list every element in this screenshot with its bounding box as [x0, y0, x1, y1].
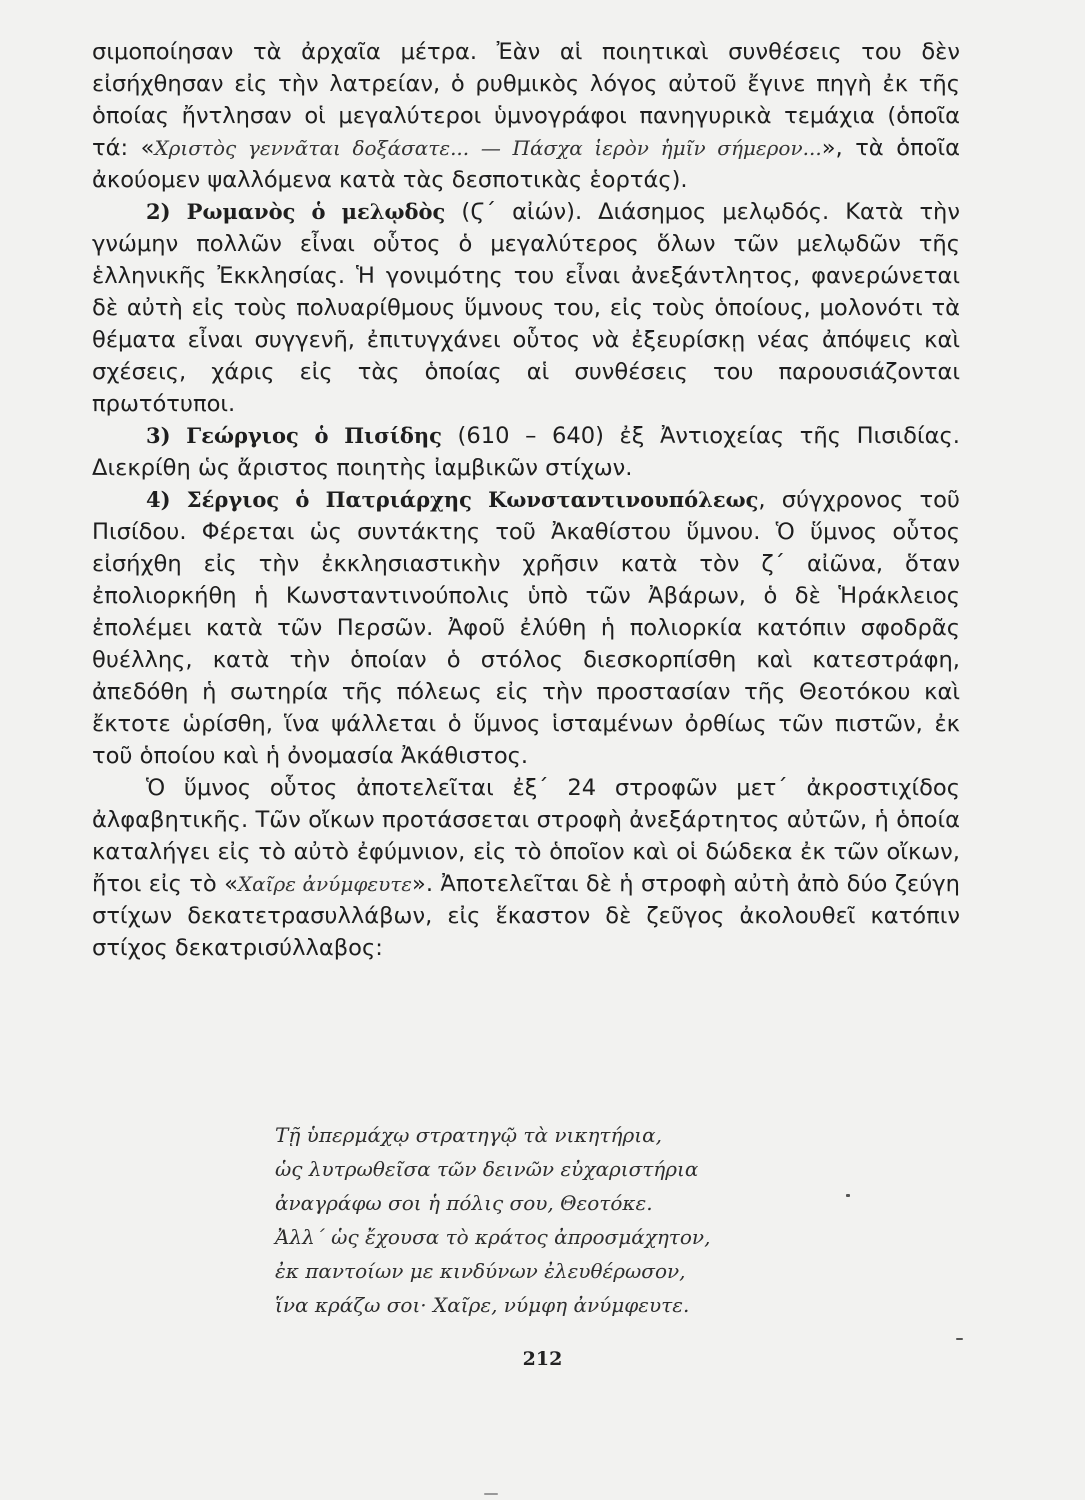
verse-line: Ἀλλ΄ ὡς ἔχουσα τὸ κράτος ἀπροσμάχητον, — [275, 1225, 711, 1249]
body-text — [92, 36, 960, 964]
heading-romanos: 2) Ρωμανὸς ὁ μελῳδὸς — [146, 199, 446, 224]
verse-line: Τῇ ὑπερμάχῳ στρατηγῷ τὰ νικητήρια, — [275, 1123, 662, 1147]
paragraph-1: σιμοποίησαν τὰ ἀρχαῖα μέτρα. Ἐὰν αἱ ποιητικαὶ συνθέσεις του δὲν εἰσήχθησαν εἰς τὴν λατρείαν, ὁ ρυθμικὸς λόγος αὐτοῦ ἔγινε πηγὴ ἐκ τῆς ὁποίας ἤντλησαν οἱ μεγαλύτεροι ὑμνογράφοι πανηγυρικὰ τεμάχια (ὁποῖα τά: «Χριστὸς γεννᾶται δοξάσατε... — Πάσχα ἱερὸν ἡμῖν σήμερον...», τὰ ὁποῖα ἀκούομεν ψαλλόμενα κατὰ τὰς δεσποτικὰς ἑορτάς). — [92, 39, 960, 193]
heading-georgios: 3) Γεώργιος ὁ Πισίδης — [146, 423, 442, 448]
heading-sergios: 4) Σέργιος ὁ Πατριάρχης Κωνσταντινουπόλεως — [146, 487, 759, 512]
refrain-quote: Χαῖρε ἀνύμφευτε — [237, 872, 413, 896]
scan-speck — [846, 1194, 850, 1197]
verse-line: ἀναγράφω σοι ἡ πόλις σου, Θεοτόκε. — [275, 1191, 653, 1215]
scan-speck — [484, 1493, 498, 1495]
paragraph-georgios: 3) Γεώργιος ὁ Πισίδης (610 – 640) ἐξ Ἀντιοχείας τῆς Πισιδίας. Διεκρίθη ὡς ἄριστος ποιητὴς ἰαμβικῶν στίχων. — [92, 423, 960, 481]
paragraph-romanos: 2) Ρωμανὸς ὁ μελῳδὸς (Ϛ΄ αἰών). Διάσημος μελῳδός. Κατὰ τὴν γνώμην πολλῶν εἶναι οὗτος ὁ μεγαλύτερος ὅλων τῶν μελῳδῶν τῆς ἑλληνικῆς Ἐκκλησίας. Ἡ γονιμότης του εἶναι ἀνεξάντλητος, φανερώνεται δὲ αὐτὴ εἰς τοὺς πολυαρίθμους ὕμνους του, εἰς τοὺς ὁποίους, μολονότι τὰ θέματα εἶναι συγγενῆ, ἐπιτυγχάνει οὗτος νὰ ἐξευρίσκῃ νέας ἀπόψεις καὶ σχέσεις, χάρις εἰς τὰς ὁποίας αἱ συνθέσεις του παρουσιάζονται πρωτότυποι. — [92, 199, 960, 417]
quoted-hymn-incipits: Χριστὸς γεννᾶται δοξάσατε... — Πάσχα ἱερὸν ἡμῖν σήμερον... — [154, 136, 822, 160]
page-number: 212 — [522, 1348, 563, 1370]
verse-line: ἐκ παντοίων με κινδύνων ἐλευθέρωσον, — [275, 1259, 686, 1283]
verse-line: ἵνα κράζω σοι· Χαῖρε, νύμφη ἀνύμφευτε. — [275, 1293, 690, 1317]
scan-speck — [956, 1338, 963, 1340]
paragraph-sergios: 4) Σέργιος ὁ Πατριάρχης Κωνσταντινουπόλεως, σύγχρονος τοῦ Πισίδου. Φέρεται ὡς συντάκτης τοῦ Ἀκαθίστου ὕμνου. Ὁ ὕμνος οὗτος εἰσήχθη εἰς τὴν ἐκκλησιαστικὴν χρῆσιν κατὰ τὸν ζ΄ αἰῶνα, ὅταν ἐπολιορκήθη ἡ Κωνσταντινούπολις ὑπὸ τῶν Ἀβάρων, ὁ δὲ Ἡράκλειος ἐπολέμει κατὰ τῶν Περσῶν. Ἀφοῦ ἐλύθη ἡ πολιορκία κατόπιν σφοδρᾶς θυέλλης, κατὰ τὴν ὁποίαν ὁ στόλος διεσκορπίσθη καὶ κατεστράφη, ἀπεδόθη ἡ σωτηρία τῆς πόλεως εἰς τὴν προστασίαν τῆς Θεοτόκου καὶ ἔκτοτε ὡρίσθη, ἵνα ψάλλεται ὁ ὕμνος ἱσταμένων ὀρθίως τῶν πιστῶν, ἐκ τοῦ ὁποίου καὶ ἡ ὀνομασία Ἀκάθιστος. — [92, 487, 960, 769]
verse-line: ὡς λυτρωθεῖσα τῶν δεινῶν εὐχαριστήρια — [275, 1157, 699, 1181]
paragraph-akathist-structure: Ὁ ὕμνος οὗτος ἀποτελεῖται ἐξ΄ 24 στροφῶν μετ΄ ἀκροστιχίδος ἀλφαβητικῆς. Τῶν οἴκων προτάσσεται στροφὴ ἀνεξάρτητος αὐτῶν, ἡ ὁποία καταλήγει εἰς τὸ αὐτὸ ἐφύμνιον, εἰς τὸ ὁποῖον καὶ οἱ δώδεκα ἐκ τῶν οἴκων, ἤτοι εἰς τὸ «Χαῖρε ἀνύμφευτε». Ἀποτελεῖται δὲ ἡ στροφὴ αὐτὴ ἀπὸ δύο ζεύγη στίχων δεκατετρασυλλάβων, εἰς ἕκαστον δὲ ζεῦγος ἀκολουθεῖ κατόπιν στίχος δεκατρισύλλαβος: — [92, 775, 960, 961]
kontakion-verse — [275, 1118, 895, 1322]
